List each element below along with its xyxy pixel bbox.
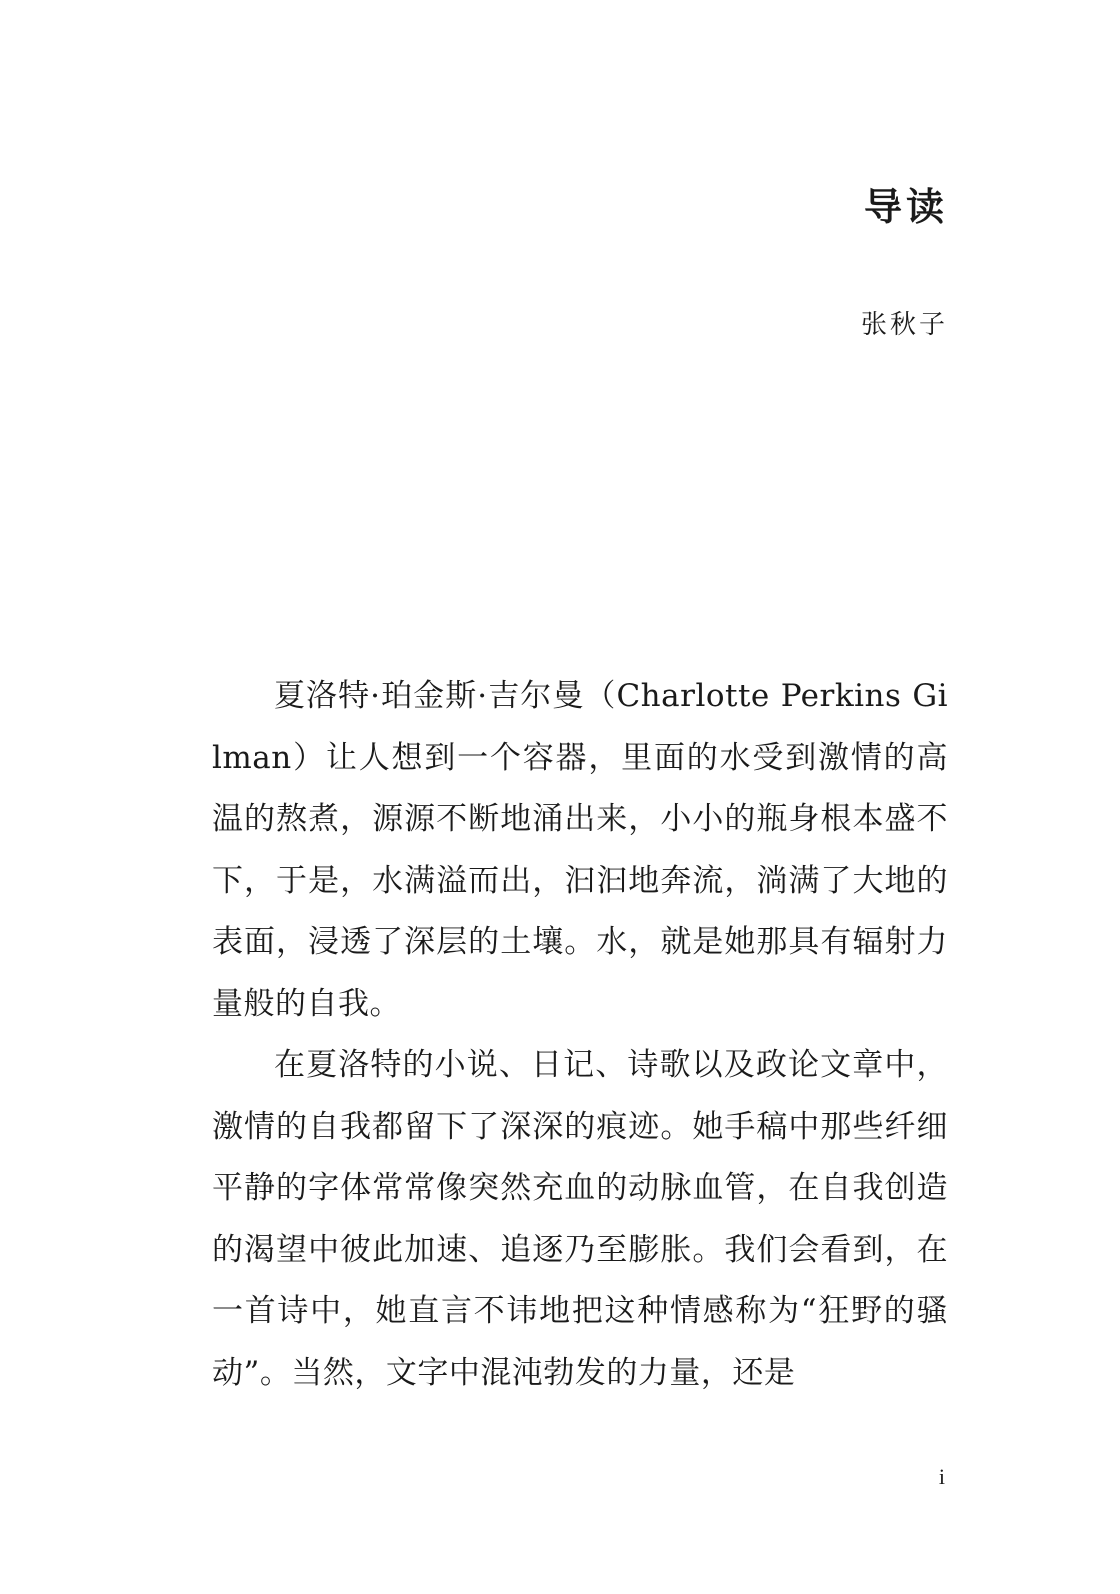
page-number: i xyxy=(938,1464,945,1489)
author-name: 张秋子 xyxy=(860,310,948,340)
paragraph: 夏洛特·珀金斯·吉尔曼（Charlotte Perkins Gilman）让人想到一个容器，里面的水受到激情的高温的熬煮，源源不断地涌出来，小小的瓶身根本盛不下，于是，水满溢而出，汩汩地奔流，淌满了大地的表面，浸透了深层的土壤。水，就是她那具有辐射力量般的自我。 xyxy=(212,678,948,1022)
chapter-title: 导读 xyxy=(863,184,948,229)
paragraph: 在夏洛特的小说、日记、诗歌以及政论文章中，激情的自我都留下了深深的痕迹。她手稿中那些纤细平静的字体常常像突然充血的动脉血管，在自我创造的渴望中彼此加速、追逐乃至膨胀。我们会看到，在一首诗中，她直言不讳地把这种情感称为“狂野的骚动”。当然，文字中混沌勃发的力量，还是 xyxy=(212,1047,948,1391)
body-text xyxy=(212,666,948,1404)
